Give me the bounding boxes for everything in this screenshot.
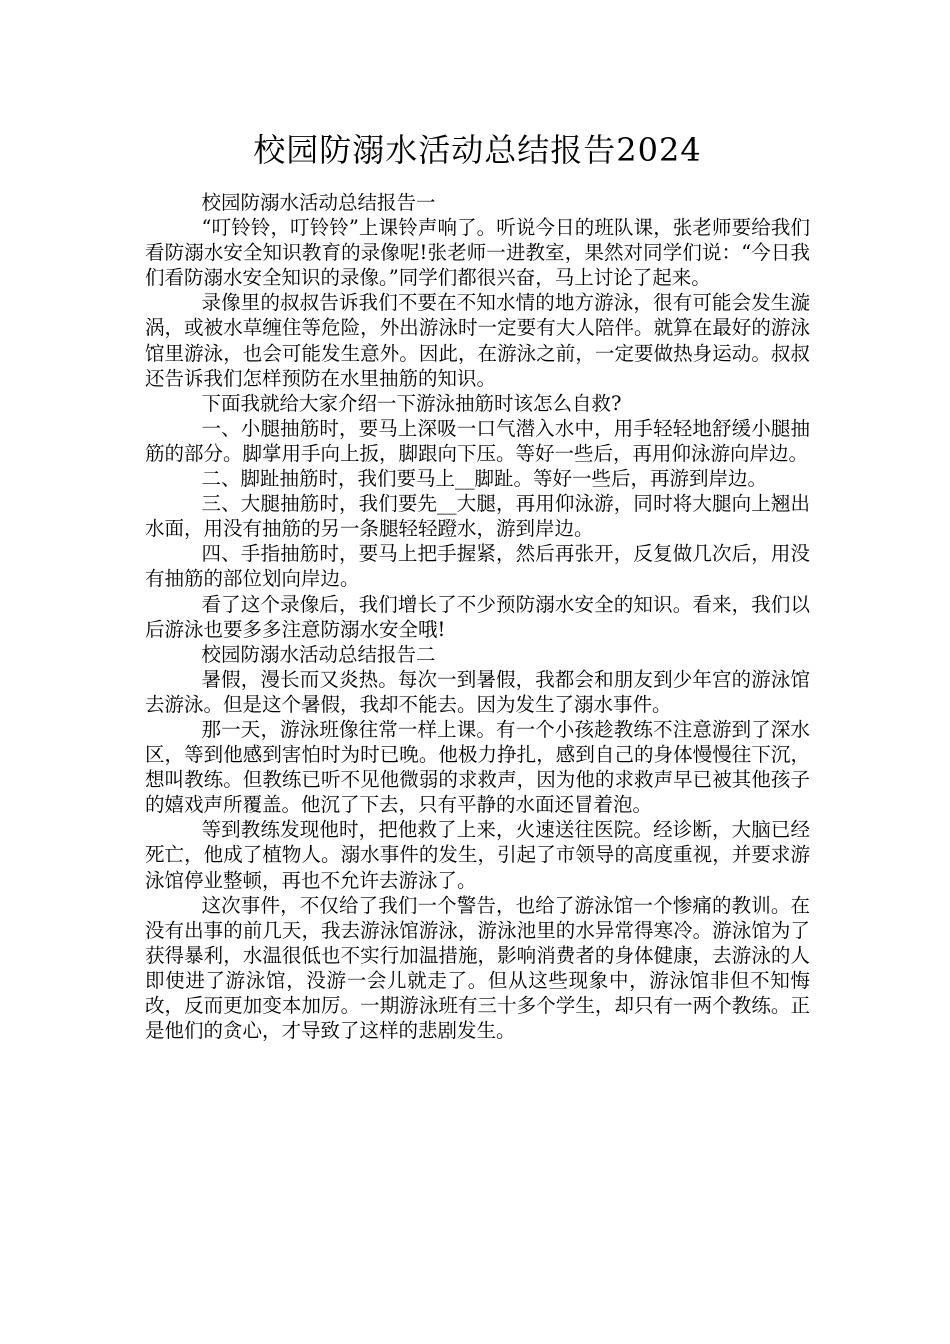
paragraph: 三、大腿抽筋时，我们要先__大腿，再用仰泳游，同时将大腿向上翘出水面，用没有抽筋的另一条腿轻轻蹬水，游到岸边。 — [145, 492, 810, 541]
paragraph: 一、小腿抽筋时，要马上深吸一口气潜入水中，用手轻轻地舒缓小腿抽筋的部分。脚掌用手向上扳，脚跟向下压。等好一些后，再用仰泳游向岸边。 — [145, 416, 810, 465]
document-body — [145, 190, 810, 1043]
paragraph: 那一天，游泳班像往常一样上课。有一个小孩趁教练不注意游到了深水区，等到他感到害怕时为时已晚。他极力挣扎，感到自己的身体慢慢往下沉，想叫教练。但教练已听不见他微弱的求救声，因为他的求救声早已被其他孩子的嬉戏声所覆盖。他沉了下去，只有平静的水面还冒着泡。 — [145, 717, 810, 817]
paragraph: 看了这个录像后，我们增长了不少预防溺水安全的知识。看来，我们以后游泳也要多多注意防溺水安全哦! — [145, 592, 810, 641]
paragraph: 校园防溺水活动总结报告二 — [201, 642, 436, 666]
paragraph: 等到教练发现他时，把他救了上来，火速送往医院。经诊断，大脑已经死亡，他成了植物人。溺水事件的发生，引起了市领导的高度重视，并要求游泳馆停业整顿，再也不允许去游泳了。 — [145, 818, 810, 892]
paragraph: 四、手指抽筋时，要马上把手握紧，然后再张开，反复做几次后，用没有抽筋的部位划向岸边。 — [145, 542, 810, 591]
paragraph: 暑假，漫长而又炎热。每次一到暑假，我都会和朋友到少年宫的游泳馆去游泳。但是这个暑假，我却不能去。因为发生了溺水事件。 — [145, 667, 810, 716]
paragraph: 录像里的叔叔告诉我们不要在不知水情的地方游泳，很有可能会发生漩涡，或被水草缠住等危险，外出游泳时一定要有大人陪伴。就算在最好的游泳馆里游泳，也会可能发生意外。因此，在游泳之前，一定要做热身运动。叔叔还告诉我们怎样预防在水里抽筋的知识。 — [145, 291, 810, 390]
paragraph: “叮铃铃，叮铃铃”上课铃声响了。听说今日的班队课，张老师要给我们看防溺水安全知识教育的录像呢!张老师一进教室，果然对同学们说：“今日我们看防溺水安全知识的录像。”同学们都很兴奋，马上讨论了起来。 — [145, 216, 810, 290]
document-title: 校园防溺水活动总结报告2024 — [253, 131, 702, 169]
paragraph: 二、脚趾抽筋时，我们要马上__脚趾。等好一些后，再游到岸边。 — [201, 467, 768, 491]
paragraph: 校园防溺水活动总结报告一 — [201, 191, 436, 214]
paragraph: 下面我就给大家介绍一下游泳抽筋时该怎么自救? — [201, 391, 622, 415]
paragraph: 这次事件，不仅给了我们一个警告，也给了游泳馆一个惨痛的教训。在没有出事的前几天，我去游泳馆游泳，游泳池里的水异常得寒冷。游泳馆为了获得暴利，水温很低也不实行加温措施，影响消费者的身体健康，去游泳的人即使进了游泳馆，没游一会儿就走了。但从这些现象中，游泳馆非但不知悔改，反而更加变本加厉。一期游泳班有三十多个学生，却只有一两个教练。正是他们的贪心，才导致了这样的悲剧发生。 — [145, 893, 810, 1043]
